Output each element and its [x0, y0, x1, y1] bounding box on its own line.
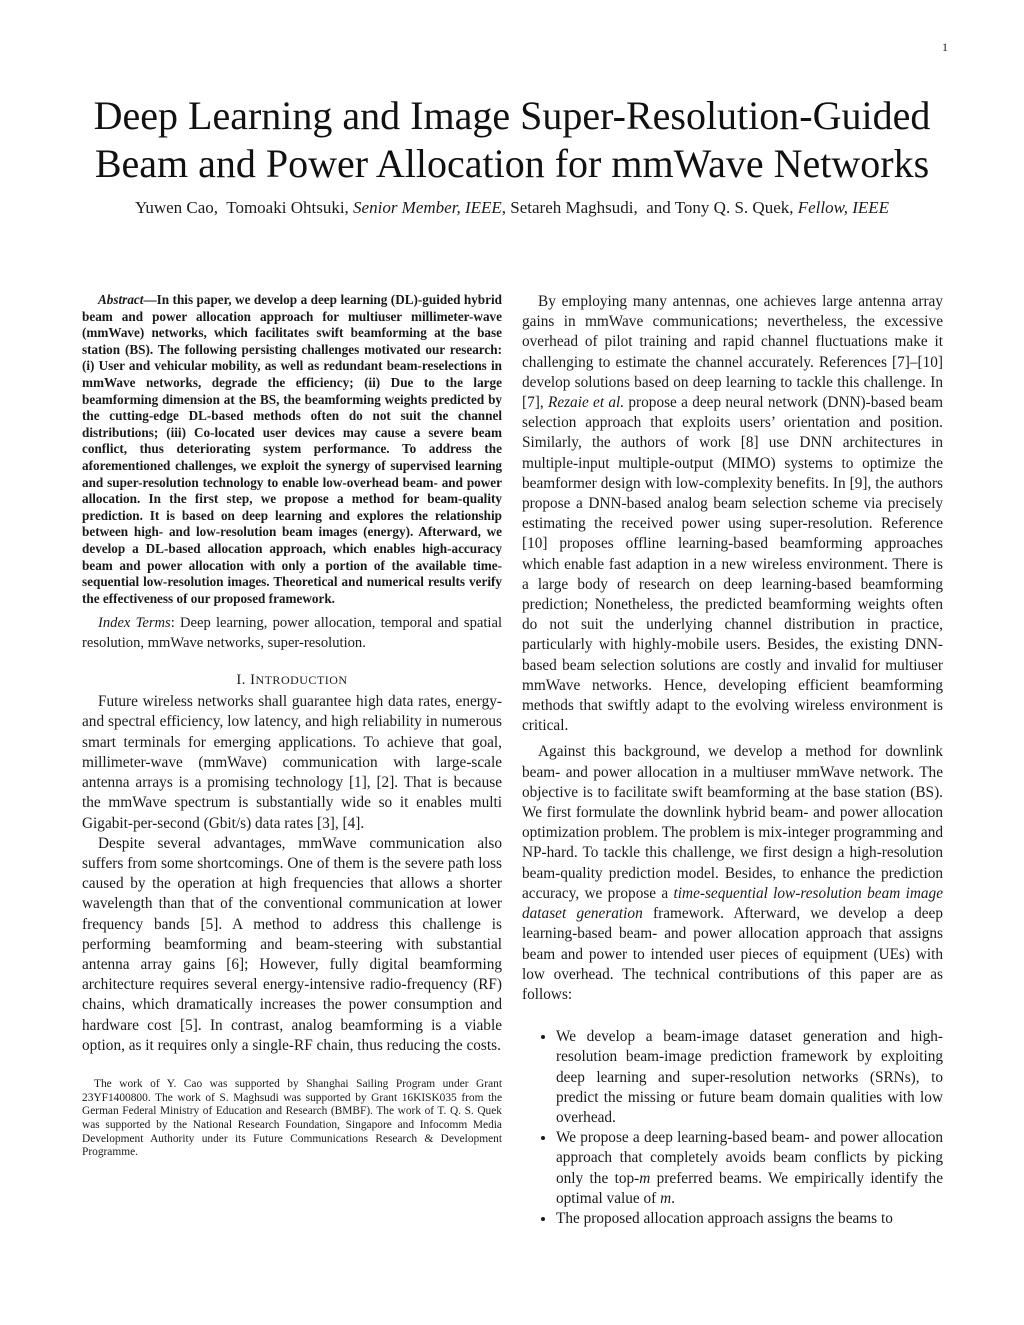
bullet-2-text-b: preferred beams. We empirically identify the optimal value of [556, 1169, 943, 1207]
title-line-2: Beam and Power Allocation for mmWave Networks [94, 141, 930, 186]
author-2-title: Senior Member, IEEE [353, 198, 502, 217]
author-1: Yuwen Cao, [134, 198, 219, 217]
right-p1-text-a: By employing many antennas, one achieves large antenna array gains in mmWave communications; nevertheless, the excessive overhead of pilot training and rapid channel fluctuations make it challenging to estimate the channel accurately. References [7]–[10] develop solutions based on deep learning to tackle this challenge. In [7], [522, 293, 943, 412]
bullet-2-text-a: We propose a deep learning-based beam- and power allocation approach that completely avoids beam conflicts by picking only the top- [556, 1129, 943, 1187]
index-terms [82, 613, 502, 653]
right-paragraph-1 [522, 292, 943, 736]
right-p1-text-b: propose a deep neural network (DNN)-based beam selection approach that exploits users’ orientation and position. Similarly, the authors of work [8] use DNN architectures in multiple-input multiple-output (MIMO) systems to optimize the beamformer design with low-complexity benefits. In [9], the authors propose a DNN-based analog beam selection scheme via precisely estimating the received power using super-resolution. Reference [10] proposes offline learning-based beamforming approaches which enable fast adaption in a new wireless environment. There is a large body of research on deep learning-based beamforming prediction; Nonetheless, the predicted beamforming weights often do not suit the underlying channel distribution in practice, particularly with highly-mobile users. Besides, the existing DNN-based beam selection solutions are costly and invalid for multiuser mmWave networks. Hence, developing efficient beamforming methods that swiftly adapt to the evolving wireless environment is critical. [522, 394, 944, 735]
math-m: m [639, 1169, 651, 1187]
author-4-title: Fellow, IEEE [797, 198, 890, 217]
footnote: The work of Y. Cao was supported by Shanghai Sailing Program under Grant 23YF1400800. The work of S. Maghsudi was supported by Grant 16KISK035 from the German Federal Ministry of Education and Research (BMBF). The work of T. Q. S. Quek was supported by the National Research Foundation, Singapore and Infocomm Media Development Authority under its Future Communications Research & Development Programme. [82, 1077, 502, 1159]
left-column [82, 292, 502, 1160]
section-first-letter: I [250, 672, 256, 689]
intro-paragraph-1: Future wireless networks shall guarantee high data rates, energy- and spectral efficiency, low latency, and high reliability in numerous smart terminals for emerging applications. To achieve that goal, millimeter-wave (mmWave) communication with large-scale antenna arrays is a promising technology [1], [2]. That is because the mmWave spectrum is substantially wide so it enables multi Gigabit-per-second (Gbit/s) data rates [3], [4]. [82, 693, 502, 832]
author-3: , Setareh Maghsudi, [501, 198, 638, 217]
bullet-2-text-c: . [671, 1189, 675, 1207]
list-item: • The proposed allocation approach assigns the beams to [556, 1209, 943, 1229]
section-heading [82, 672, 502, 689]
intro-paragraph-2: Despite several advantages, mmWave communication also suffers from some shortcomings. One of them is the severe path loss caused by the operation at high frequencies that allows a shorter wavelength than that of the conventional communication at lower frequency bands [5]. A method to address this challenge is performing beamforming and beam-steering with substantial antenna array gains [6]; However, fully digital beamforming architecture requires several energy-intensive radio-frequency (RF) chains, which dramatically increases the power consumption and hardware cost [5]. In contrast, analog beamforming is a viable option, as it requires only a single-RF chain, thus reducing the costs. [82, 834, 502, 1054]
author-4: and Tony Q. S. Quek, [646, 198, 794, 217]
abstract-text: —In this paper, we develop a deep learning (DL)-guided hybrid beam and power allocation approach for multiuser millimeter-wave (mmWave) networks, which facilitates swift beamforming at the base station (BS). The following persisting challenges motivated our research: (i) User and vehicular mobility, as well as redundant beam-reselections in mmWave networks, degrade the efficiency; (ii) Due to the large beamforming dimension at the BS, the beamforming weights predicted by the cutting-edge DL-based methods often do not suit the channel distributions; (iii) Co-located user devices may cause a severe beam conflict, thus deteriorating system performance. To address the aforementioned challenges, we exploit the synergy of supervised learning and super-resolution technology to enable low-overhead beam- and power allocation. In the first step, we propose a method for beam-quality prediction. It is based on deep learning and explores the relationship between high- and low-resolution beam images (energy). Afterward, we develop a DL-based allocation approach, which enables high-accuracy beam and power allocation with only a portion of the available time-sequential low-resolution images. Theoretical and numerical results verify the effectiveness of our proposed framework. [82, 292, 502, 606]
right-paragraph-2 [522, 742, 943, 1005]
right-p2-text-b: framework. Afterward, we develop a deep learning-based beam- and power allocation approach that assigns beam and power to intended user pieces of equipment (UEs) with low overhead. The technical contributions of this paper are as follows: [522, 905, 943, 1003]
math-m: m [660, 1189, 672, 1207]
abstract-label: Abstract [98, 292, 144, 307]
section-number: I. [236, 672, 251, 689]
list-item: • We develop a beam-image dataset generation and high-resolution beam-image prediction framework by exploiting deep learning and super-resolution networks (SRNs), to predict the missing or future beam domain qualities with low overhead. [556, 1027, 943, 1128]
index-terms-label: Index Terms [98, 615, 171, 632]
author-list [40, 198, 984, 218]
page-number: 1 [942, 40, 948, 54]
contribution-list [522, 1027, 943, 1229]
right-column [522, 292, 943, 1229]
arxiv-stamp-text [0, 373, 1, 952]
paper-title [40, 92, 984, 188]
list-item [556, 1128, 943, 1209]
right-p2-text-a: Against this background, we develop a method for downlink beam- and power allocation in a multiuser mmWave network. The objective is to facilitate swift beamforming at the base station (BS). We first formulate the downlink hybrid beam- and power allocation optimization problem. The problem is mix-integer programming and NP-hard. To tackle this challenge, we first design a high-resolution beam-quality prediction model. Besides, to enhance the prediction accuracy, we propose a [522, 743, 943, 902]
author-2: Tomoaki Ohtsuki, [226, 198, 349, 217]
abstract [82, 292, 502, 607]
index-terms-text: : Deep learning, power allocation, temporal and spatial resolution, mmWave networks, super-resolution. [82, 615, 502, 652]
title-line-1: Deep Learning and Image Super-Resolution-Guided [93, 93, 931, 138]
right-p1-emphasis: Rezaie et al. [547, 394, 625, 412]
section-rest: NTRODUCTION [255, 673, 348, 688]
right-p2-emphasis: time-sequential low-resolution beam image dataset generation [522, 884, 943, 923]
